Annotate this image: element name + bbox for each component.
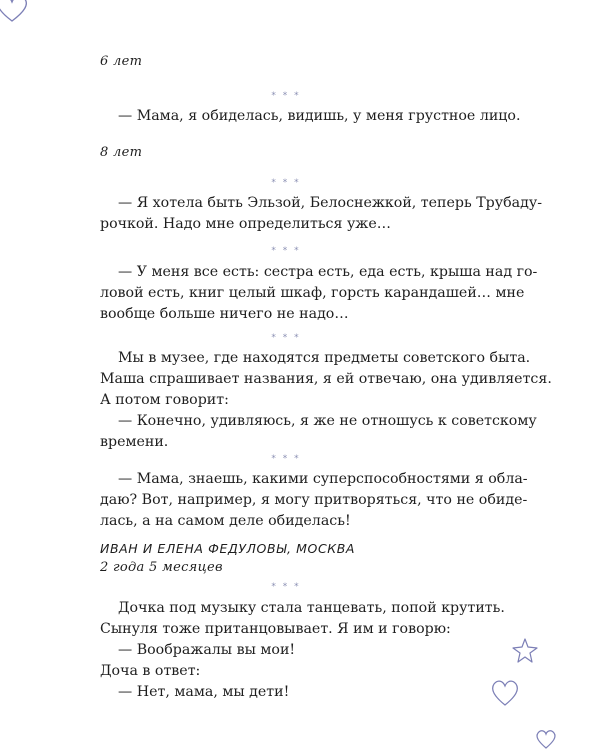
star-outline-icon: [510, 636, 540, 666]
section-age-8: 8 лет: [100, 145, 143, 160]
separator-stars: * * *: [271, 333, 301, 343]
text-line: вообще больше ничего не надо…: [100, 306, 349, 322]
text-line: времени.: [100, 434, 169, 450]
heart-outline-icon: [0, 0, 32, 24]
text-line: — Мама, я обиделась, видишь, у меня грустное лицо.: [118, 108, 521, 124]
section-family: ИВАН И ЕЛЕНА ФЕДУЛОВЫ, МОСКВА: [100, 541, 356, 556]
separator-stars: * * *: [271, 454, 301, 464]
heart-outline-icon: [534, 728, 558, 750]
section-age-6: 6 лет: [100, 54, 143, 69]
text-line: — Нет, мама, мы дети!: [118, 684, 290, 700]
heart-outline-icon: [488, 678, 522, 708]
text-line: Мы в музее, где находятся предметы советского быта.: [118, 350, 531, 366]
separator-stars: * * *: [271, 246, 301, 256]
text-line: — Мама, знаешь, какими суперспособностями я обла-: [118, 471, 528, 487]
text-line: — У меня все есть: сестра есть, еда есть, крыша над го-: [118, 264, 538, 280]
text-line: Дочка под музыку стала танцевать, попой крутить.: [118, 600, 505, 616]
paragraph: [100, 106, 521, 127]
text-line: Доча в ответ:: [100, 663, 201, 679]
separator-stars: * * *: [271, 582, 301, 592]
separator-stars: * * *: [271, 178, 301, 188]
text-line: Маша спрашивает названия, я ей отвечаю, она удивляется.: [100, 371, 552, 387]
separator-stars: * * *: [271, 91, 301, 101]
paragraph: [100, 193, 542, 235]
paragraph: [100, 262, 538, 325]
paragraph: [100, 348, 552, 453]
text-line: Сынуля тоже пританцовывает. Я им и говорю:: [100, 621, 451, 637]
section-age-2y5m: 2 года 5 месяцев: [100, 560, 223, 575]
text-line: ловой есть, книг целый шкаф, горсть карандашей… мне: [100, 285, 525, 301]
text-line: рочкой. Надо мне определиться уже…: [100, 216, 391, 232]
text-line: даю? Вот, например, я могу притворяться, что не обиде-: [100, 492, 528, 508]
text-line: лась, а на самом деле обиделась!: [100, 513, 351, 529]
text-line: А потом говорит:: [100, 392, 229, 408]
paragraph: [100, 469, 528, 532]
paragraph: [100, 598, 505, 703]
text-line: — Я хотела быть Эльзой, Белоснежкой, теперь Трубаду-: [118, 195, 542, 211]
text-line: — Конечно, удивляюсь, я же не отношусь к советскому: [118, 413, 537, 429]
text-line: — Воображалы вы мои!: [118, 642, 296, 658]
